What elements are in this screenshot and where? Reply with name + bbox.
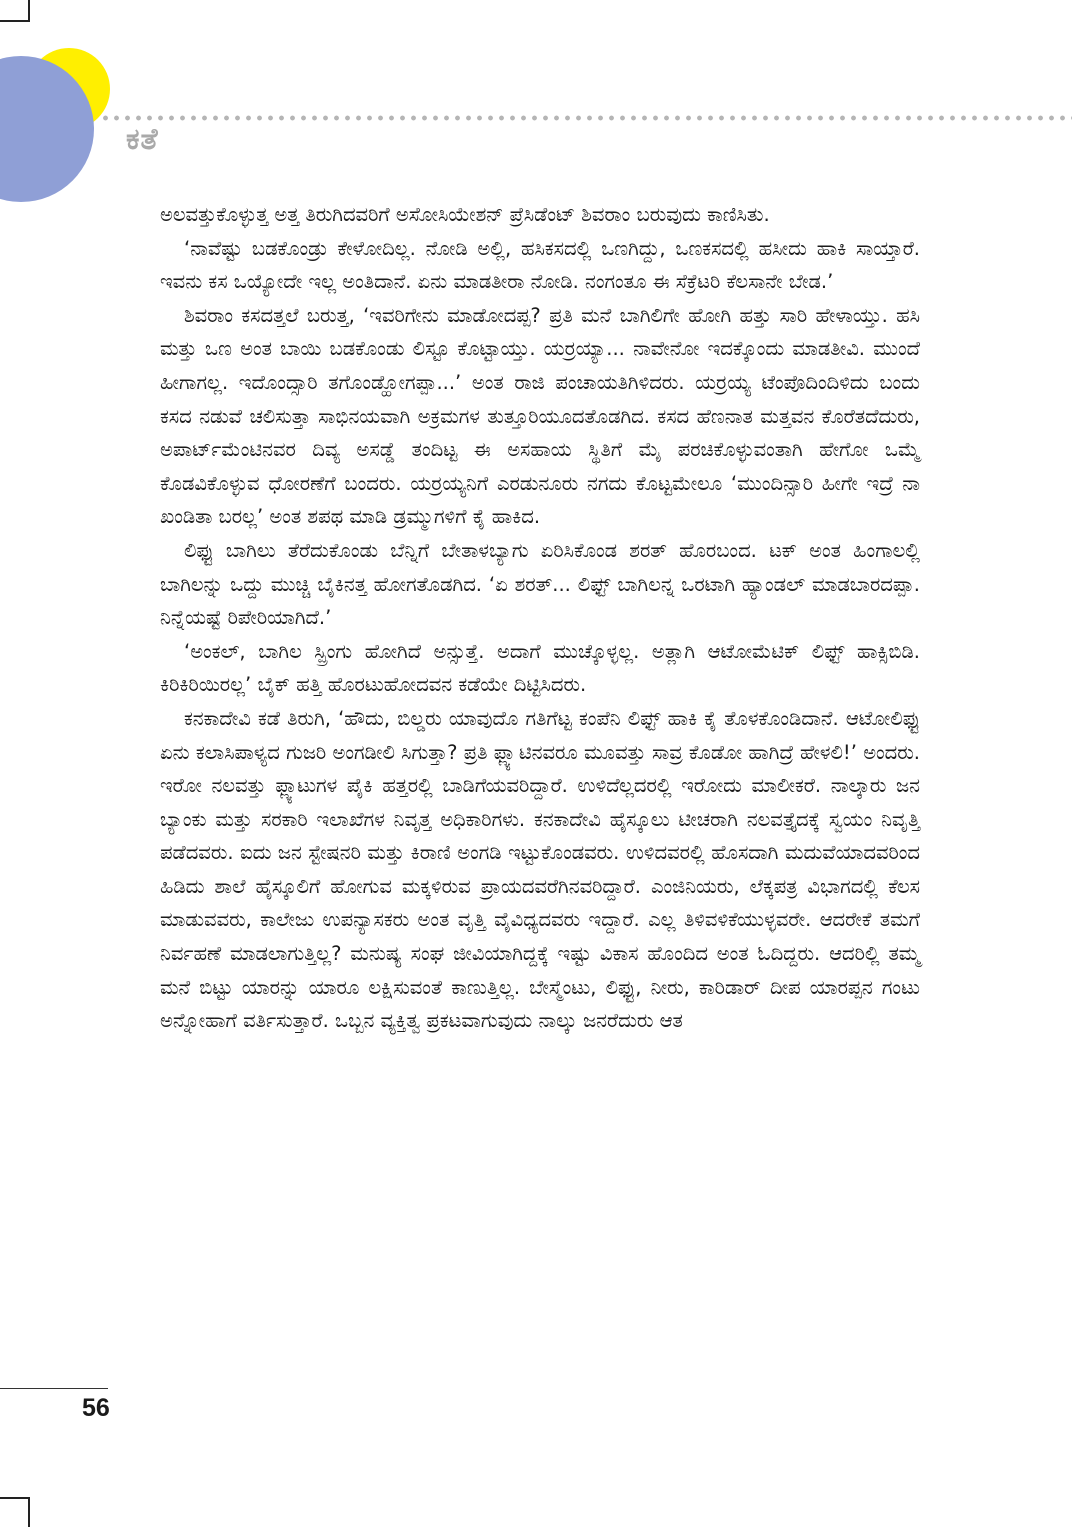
dotted-header-rule bbox=[100, 115, 1072, 121]
paragraph: ಶಿವರಾಂ ಕಸದತ್ತಲೆ ಬರುತ್ತ, ‘ಇವರಿಗೇನು ಮಾಡೋದಪ್ಪ? ಪ್ರತಿ ಮನೆ ಬಾಗಿಲಿಗೇ ಹೋಗಿ ಹತ್ತು ಸಾರಿ ಹೇಳಾಯ್ತು. ಹಸಿ ಮತ್ತು ಒಣ ಅಂತ ಬಾಯಿ ಬಡಕೊಂಡು ಲಿಸ್ಟೂ ಕೊಟ್ಟಾಯ್ತು. ಯರ್‍ರಯ್ಯಾ... ನಾವೇನೋ ಇದಕ್ಕೊಂದು ಮಾಡತೀವಿ. ಮುಂದೆ ಹೀಗಾಗಲ್ಲ. ಇದೊಂದ್ಸಾರಿ ತಗೊಂಡ್ಹೋಗಪ್ಪಾ...’ ಅಂತ ರಾಜಿ ಪಂಚಾಯತಿಗಿಳಿದರು. ಯರ್‍ರಯ್ಯ ಟೆಂಪೊದಿಂದಿಳಿದು ಬಂದು ಕಸದ ನಡುವೆ ಚಲಿಸುತ್ತಾ ಸಾಭಿನಯವಾಗಿ ಅಕ್ರಮಗಳ ತುತ್ತೂರಿಯೂದತೊಡಗಿದ. ಕಸದ ಹೆಣನಾತ ಮತ್ತವನ ಕೊರೆತದೆದುರು, ಅಪಾರ್ಟ್‌ಮೆಂಟಿನವರ ದಿವ್ಯ ಅಸಡ್ಡೆ ತಂದಿಟ್ಟ ಈ ಅಸಹಾಯ ಸ್ಥಿತಿಗೆ ಮೈ ಪರಚಿಕೊಳ್ಳುವಂತಾಗಿ ಹೇಗೋ ಒಮ್ಮೆ ಕೊಡವಿಕೊಳ್ಳುವ ಧೋರಣೆಗೆ ಬಂದರು. ಯರ್‍ರಯ್ಯನಿಗೆ ಎರಡುನೂರು ನಗದು ಕೊಟ್ಟಮೇಲೂ ‘ಮುಂದಿನ್ಸಾರಿ ಹೀಗೇ ಇದ್ರೆ ನಾ ಖಂಡಿತಾ ಬರಲ್ಲ’ ಅಂತ ಶಪಥ ಮಾಡಿ ಡ್ರಮ್ಮುಗಳಿಗೆ ಕೈ ಹಾಕಿದ. bbox=[160, 303, 920, 529]
story-text bbox=[160, 198, 920, 1038]
crop-mark-top bbox=[0, 0, 30, 22]
paragraph: ಅಲವತ್ತುಕೊಳ್ಳುತ್ತ ಅತ್ತ ತಿರುಗಿದವರಿಗೆ ಅಸೋಸಿಯೇಶನ್ ಪ್ರೆಸಿಡೆಂಟ್ ಶಿವರಾಂ ಬರುವುದು ಕಾಣಿಸಿತು. bbox=[160, 203, 770, 226]
paragraph: ಲಿಫ್ಟು ಬಾಗಿಲು ತೆರೆದುಕೊಂಡು ಬೆನ್ನಿಗೆ ಬೇತಾಳಬ್ಯಾಗು ಏರಿಸಿಕೊಂಡ ಶರತ್ ಹೊರಬಂದ. ಟಕ್ ಅಂತ ಹಿಂಗಾಲಲ್ಲಿ ಬಾಗಿಲನ್ನು ಒದ್ದು ಮುಚ್ಚಿ ಬೈಕಿನತ್ತ ಹೋಗತೊಡಗಿದ. ‘ಏ ಶರತ್... ಲಿಫ್ಟ್ ಬಾಗಿಲನ್ನ ಒರಟಾಗಿ ಹ್ಯಾಂಡಲ್ ಮಾಡಬಾರದಪ್ಪಾ. ನಿನ್ನೆಯಷ್ಟೆ ರಿಪೇರಿಯಾಗಿದೆ.’ bbox=[160, 538, 920, 630]
paragraph: ‘ಅಂಕಲ್, ಬಾಗಿಲ ಸ್ಪ್ರಿಂಗು ಹೋಗಿದೆ ಅನ್ಸುತ್ತೆ. ಅದಾಗೆ ಮುಚ್ಕೊಳ್ಳಲ್ಲ. ಅತ್ಲಾಗಿ ಆಟೋಮೆಟಿಕ್ ಲಿಫ್ಟ್ ಹಾಕ್ಸಿಬಿಡಿ. ಕಿರಿಕಿರಿಯಿರಲ್ಲ’ ಬೈಕ್ ಹತ್ತಿ ಹೊರಟುಹೋದವನ ಕಡೆಯೇ ದಿಟ್ಟಿಸಿದರು. bbox=[160, 639, 920, 697]
crop-mark-bottom bbox=[0, 1497, 30, 1527]
paragraph: ‘ನಾವೆಷ್ಟು ಬಡಕೊಂಡ್ರು ಕೇಳೋದಿಲ್ಲ. ನೋಡಿ ಅಲ್ಲಿ, ಹಸಿಕಸದಲ್ಲಿ ಒಣಗಿದ್ದು, ಒಣಕಸದಲ್ಲಿ ಹಸೀದು ಹಾಕಿ ಸಾಯ್ತಾರೆ. ಇವನು ಕಸ ಒಯ್ಯೋದೇ ಇಲ್ಲ ಅಂತಿದಾನೆ. ಏನು ಮಾಡತೀರಾ ನೋಡಿ. ನಂಗಂತೂ ಈ ಸೆಕ್ರೆಟರಿ ಕೆಲಸಾನೇ ಬೇಡ.’ bbox=[160, 236, 920, 294]
section-label: ಕತೆ bbox=[126, 122, 159, 157]
paragraph: ಕನಕಾದೇವಿ ಕಡೆ ತಿರುಗಿ, ‘ಹೌದು, ಬಿಲ್ಡರು ಯಾವುದೊ ಗತಿಗೆಟ್ಟ ಕಂಪೆನಿ ಲಿಫ್ಟ್ ಹಾಕಿ ಕೈ ತೊಳಕೊಂಡಿದಾನೆ. ಆಟೋಲಿಫ್ಟು ಏನು ಕಲಾಸಿಪಾಳ್ಯದ ಗುಜರಿ ಅಂಗಡೀಲಿ ಸಿಗುತ್ತಾ? ಪ್ರತಿ ಫ್ಲ್ಯಾಟಿನವರೂ ಮೂವತ್ತು ಸಾವ್ರ ಕೊಡೋ ಹಾಗಿದ್ರೆ ಹೇಳಲಿ!’ ಅಂದರು. ಇರೋ ನಲವತ್ತು ಫ್ಲ್ಯಾಟುಗಳ ಪೈಕಿ ಹತ್ತರಲ್ಲಿ ಬಾಡಿಗೆಯವರಿದ್ದಾರೆ. ಉಳಿದೆಲ್ಲದರಲ್ಲಿ ಇರೋದು ಮಾಲೀಕರೆ. ನಾಲ್ಕಾರು ಜನ ಬ್ಯಾಂಕು ಮತ್ತು ಸರಕಾರಿ ಇಲಾಖೆಗಳ ನಿವೃತ್ತ ಅಧಿಕಾರಿಗಳು. ಕನಕಾದೇವಿ ಹೈಸ್ಕೂಲು ಟೀಚರಾಗಿ ನಲವತ್ತೈದಕ್ಕೆ ಸ್ವಯಂ ನಿವೃತ್ತಿ ಪಡೆದವರು. ಐದು ಜನ ಸ್ಟೇಷನರಿ ಮತ್ತು ಕಿರಾಣಿ ಅಂಗಡಿ ಇಟ್ಟುಕೊಂಡವರು. ಉಳಿದವರಲ್ಲಿ ಹೊಸದಾಗಿ ಮದುವೆಯಾದವರಿಂದ ಹಿಡಿದು ಶಾಲೆ ಹೈಸ್ಕೂಲಿಗೆ ಹೋಗುವ ಮಕ್ಕಳಿರುವ ಪ್ರಾಯದವರೆಗಿನವರಿದ್ದಾರೆ. ಎಂಜಿನಿಯರು, ಲೆಕ್ಕಪತ್ರ ವಿಭಾಗದಲ್ಲಿ ಕೆಲಸ ಮಾಡುವವರು, ಕಾಲೇಜು ಉಪನ್ಯಾಸಕರು ಅಂತ ವೃತ್ತಿ ವೈವಿಧ್ಯದವರು ಇದ್ದಾರೆ. ಎಲ್ಲ ತಿಳಿವಳಿಕೆಯುಳ್ಳವರೇ. ಆದರೇಕೆ ತಮಗೆ ನಿರ್ವಹಣೆ ಮಾಡಲಾಗುತ್ತಿಲ್ಲ? ಮನುಷ್ಯ ಸಂಘ ಜೀವಿಯಾಗಿದ್ದಕ್ಕೆ ಇಷ್ಟು ವಿಕಾಸ ಹೊಂದಿದ ಅಂತ ಓದಿದ್ದರು. ಆದರಿಲ್ಲಿ ತಮ್ಮ ಮನೆ ಬಿಟ್ಟು ಯಾರನ್ನು ಯಾರೂ ಲಕ್ಷಿಸುವಂತೆ ಕಾಣುತ್ತಿಲ್ಲ. ಬೇಸ್ಮೆಂಟು, ಲಿಫ್ಟು, ನೀರು, ಕಾರಿಡಾರ್ ದೀಪ ಯಾರಪ್ಪನ ಗಂಟು ಅನ್ನೋಹಾಗೆ ವರ್ತಿಸುತ್ತಾರೆ. ಒಬ್ಬನ ವ್ಯಕ್ತಿತ್ವ ಪ್ರಕಟವಾಗುವುದು ನಾಲ್ಕು ಜನರೆದುರು ಆತ bbox=[160, 706, 920, 1033]
page-number: 56 bbox=[82, 1394, 110, 1422]
footer-rule bbox=[0, 1388, 108, 1389]
